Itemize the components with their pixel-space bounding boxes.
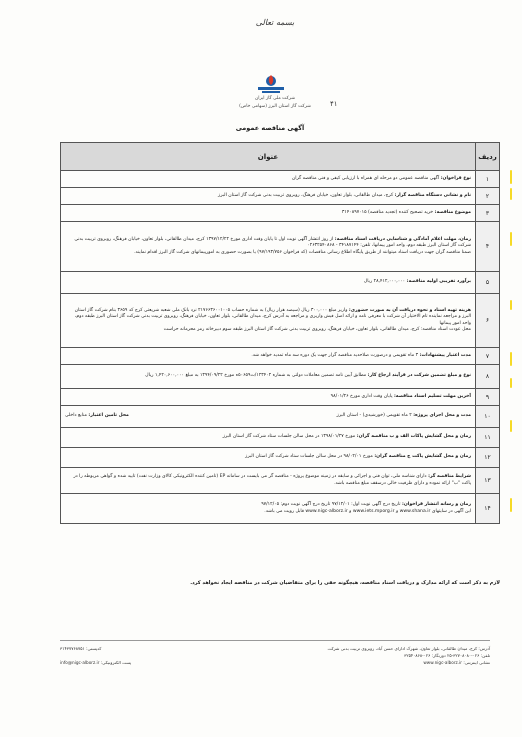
row-number: ۱: [476, 171, 500, 188]
row-number: ۶: [476, 294, 500, 348]
footer-row-address: [60, 645, 490, 652]
row-label: موضوع مناقصه:: [434, 209, 471, 215]
row-text: خرید تصحیح کننده (تجدید مناقصه) ۳۱۴۰۸۹۷۰۱۵: [341, 209, 434, 215]
highlight-mark: [510, 352, 512, 366]
row-text: مورخ ۱۳۹۸/۰۱/۲۷ در محل سالن جلسات ستاد شرکت گاز استان البرز: [222, 434, 356, 440]
row-text: ۲۸,۴۱۲,۰۰۰,۰۰۰ ریال: [363, 279, 406, 285]
tender-table: [60, 142, 500, 524]
row-label: نوع فراخوان:: [440, 175, 471, 181]
row-content: [61, 468, 476, 494]
row-text: ۲ ماه تقویمی (خورشیدی) - استان البرز: [336, 413, 412, 419]
row-text: از روز انتشار آگهی نوبت اول تا پایان وقت اداری مورخ ۱۳۹۷/۱۲/۲۲ کرج، میدان طالقانی، بلوار تعاون، خیابان فرهنگ، روبروی تربیت بدنی شرکت گاز استان البرز طبقه دوم، واحد امور پیمانها، تلفن: ۳۴۱۸۷۱۴۴ - ۰۲۶۳۲۵۴۰۸۶۸: [74, 236, 471, 249]
highlight-mark: [510, 170, 512, 184]
row-text: کرج، میدان طالقانی، بلوار تعاون، خیابان فرهنگ، روبروی تربیت بدنی شرکت گاز استان البرز: [218, 192, 394, 198]
row-number: ۴: [476, 222, 500, 272]
row-content: [61, 205, 476, 222]
table-row: [61, 448, 500, 468]
row-extra: محل عودت اسناد مناقصه: کرج، میدان طالقانی، بلوار تعاون، خیابان فرهنگ، روبروی تربیت بدنی شرکت گاز استان البرز طبقه سوم دبیرخانه رمز محرمانه حراست: [163, 326, 471, 332]
table-row: [61, 205, 500, 222]
row-content: [61, 494, 476, 524]
row-text: ۳ ماه تقویمی و درصورت صلاحدید مناقصه گزار جهت یک دوره سه ماه تمدید خواهد شد.: [251, 352, 419, 358]
footer-web: [423, 659, 490, 666]
footer: [60, 645, 490, 666]
footer-email: [60, 659, 131, 666]
highlight-mark: [510, 300, 512, 310]
letterhead: [0, 0, 522, 140]
row-label: برآورد تقریبی اولیه مناقصه:: [406, 279, 471, 285]
row-text: تاریخ درج آگهی نوبت اول: ۹۷/۱۲/۰۱ تاریخ درج آگهی نوبت دوم: ۹۷/۱۲/۰۵: [261, 502, 401, 508]
footer-email-label: پست الکترونیکی:: [100, 660, 132, 665]
header-row-number: ردیف: [476, 143, 500, 171]
row-text: مورخ ۹۸/۰۲/۰۱ در محل سالن جلسات ستاد شرکت گاز استان البرز: [245, 454, 373, 460]
footer-email-link[interactable]: info@nigc-alborz.ir: [60, 660, 100, 665]
row-label: مدت و محل اجرای پروژه:: [413, 413, 471, 419]
row-number: ۹: [476, 389, 500, 406]
row-aside: [65, 413, 129, 419]
table-row: [61, 389, 500, 406]
row-text: واریز مبلغ ۳۰۰,۰۰۰ ریال (سیصد هزار ریال) به شماره حساب ۲۱۷۶۶۳۶۰۰۱۰۰۵ نزد بانک ملی شعبه شریعتی کرج کد ۳۶۵۹ بنام شرکت گاز استان البرز و مراجعه نماینده تام الاختیار آن شرکت با معرفی نامه و ارائه اصل فیش واریزی و مراجعه به آدرس کرج، میدان طالقانی، بلوار تعاون، خیابان فرهنگ، روبروی تربیت بدنی شرکت گاز استان البرز طبقه دوم، واحد امور پیمانها: [74, 307, 471, 326]
table-row: [61, 188, 500, 205]
highlight-mark: [510, 232, 512, 246]
table-row: [61, 365, 500, 389]
row-content: [61, 428, 476, 448]
highlight-mark: [510, 378, 512, 388]
row-number: ۸: [476, 365, 500, 389]
row-main: [336, 413, 471, 419]
row-content: [61, 222, 476, 272]
row-number: ۱۰: [476, 406, 500, 428]
row-aside-text: منابع داخلی: [65, 413, 87, 419]
highlight-mark: [510, 498, 512, 512]
footer-divider: [60, 640, 490, 641]
table-row: [61, 222, 500, 272]
row-content: [61, 171, 476, 188]
row-content: [61, 448, 476, 468]
table-row: [61, 294, 500, 348]
ad-title: آگهی مناقصه عمومی: [235, 124, 305, 132]
footer-website-link[interactable]: www.nigc-alborz.ir: [423, 660, 462, 665]
row-extra: این آگهی در سایتهای www.shana.ir و www.iets.mporg.ir و www.nigc-alborz.ir قابل رویت می باشد.: [264, 508, 471, 514]
row-number: ۳: [476, 205, 500, 222]
row-number: ۱۳: [476, 468, 500, 494]
header-title: عنوان: [61, 143, 476, 171]
company-subtitle: شرکت گاز استان البرز (سهامی خاص): [239, 104, 311, 109]
row-content: [61, 348, 476, 365]
row-aside-label: محل تامین اعتبار:: [88, 413, 129, 419]
footer-website-label: نشانی اینترنتی:: [463, 660, 490, 665]
highlight-mark: [510, 188, 512, 200]
row-content: [61, 406, 476, 428]
row-text: دارای شناسه ملی، توان فنی و اجرائی و سابقه در زمینه موضوع پروژه - مناقصه گر می بایست در سامانه EP (تامین کننده الکترونیکی کالای وزارت نفت) تایید شده و گواهی مربوطه را در پاکت "ب" ارائه نموده و دارای ظرفیت خالی درسقف مبلغ مناقصه باشد.: [73, 474, 471, 486]
row-number: ۱۴: [476, 494, 500, 524]
row-text: آگهی مناقصه عمومی دو مرحله ای همراه با ارزیابی کیفی و فنی مناقصه گران: [291, 175, 440, 181]
row-number: ۲: [476, 188, 500, 205]
row-number: ۵: [476, 272, 500, 294]
row-label: مدت اعتبار پیشنهادات:: [419, 352, 471, 358]
row-text: مطابق آیین نامه تضمین معاملات دولتی به شماره ۱۲۳۴۰۲/ت۵۰۶۵۹ه مورخ ۱۳۹۴/۰۹/۲۲ به مبلغ ۱,۴۲۰,۶۰۰,۰۰۰ ریال: [145, 373, 367, 379]
row-number: ۱۱: [476, 428, 500, 448]
table-row: [61, 348, 500, 365]
row-content: [61, 188, 476, 205]
company-name: شرکت ملی گاز ایران: [255, 96, 295, 101]
table-row: [61, 428, 500, 448]
table-header-row: [61, 143, 500, 171]
page-mark: ۴۱: [330, 100, 338, 108]
bismillah-text: بسمه تعالی: [255, 18, 295, 27]
row-number: ۷: [476, 348, 500, 365]
table-row: [61, 272, 500, 294]
row-label: نوع و مبلغ تضمین شرکت در فرآیند ارجاع کار:: [367, 373, 471, 379]
highlight-mark: [510, 420, 512, 432]
footer-address: آدرس: کرج، میدان طالقانی، بلوار تعاون، شهرک ادارای حسن آباد، روبروی تربیت بدنی شرکت: [327, 646, 490, 651]
table-row: [61, 171, 500, 188]
row-number: ۱۲: [476, 448, 500, 468]
footer-row-web: [60, 659, 490, 666]
row-label: زمان، مهلت اعلام آمادگی و شناسایی دریافت اسناد مناقصه:: [334, 236, 471, 242]
row-content: [61, 272, 476, 294]
row-label: آخرین مهلت تسلیم اسناد مناقصه:: [393, 393, 471, 399]
row-content: [61, 389, 476, 406]
footer-row-phone: [60, 652, 490, 659]
row-label: هزینه تهیه اسناد و نحوه دریافت آن به صورت حضوری:: [348, 307, 471, 313]
footer-postal-code: کدپستی: ۳۱۴۳۷۷۶۸۷۵۱: [60, 646, 102, 651]
footer-phone: تلفن: ۰۲۶-۳۲۷۰۸۰۸۰-۲۵ دورنگار: ۰۲۶-۳۲۵۴۰۸۶۸: [404, 653, 490, 658]
row-label: نام و نشانی دستگاه مناقصه گزار:: [394, 192, 471, 198]
table-row: [61, 468, 500, 494]
row-label: زمان و محل گشایش پاکات الف و ب مناقصه گران:: [356, 434, 471, 440]
row-content: [61, 294, 476, 348]
row-extra: ضمنا مناقصه گران جهت دریافت اسناد میتوانند از طریق پایگاه اطلاع رسانی مناقصات (کد فراخوان ۹۷/۱۹۳/۷۵۶) یا بصورت حضوری به امورپیمانهای شرکت گاز البرز اقدام نمایند.: [134, 249, 471, 255]
row-label: زمان و محل گشایش پاکت ج مناقصه گران:: [374, 454, 471, 460]
row-label: شرایط مناقصه گر:: [428, 474, 471, 480]
table-row: [61, 406, 500, 428]
row-content: [61, 365, 476, 389]
row-text: پایان وقت اداری مورخ ۹۸/۰۱/۲۶: [330, 393, 393, 399]
footnote: لازم به ذکر است که ارائه مدارک و دریافت اسناد مناقصه، هیچگونه حقی را برای متقاضیان شرکت در مناقصه ایجاد نخواهد کرد.: [190, 580, 500, 586]
table-row: [61, 494, 500, 524]
row-two-col: [65, 413, 471, 419]
row-label: زمان و رسانه انتشار فراخوان:: [402, 502, 471, 508]
